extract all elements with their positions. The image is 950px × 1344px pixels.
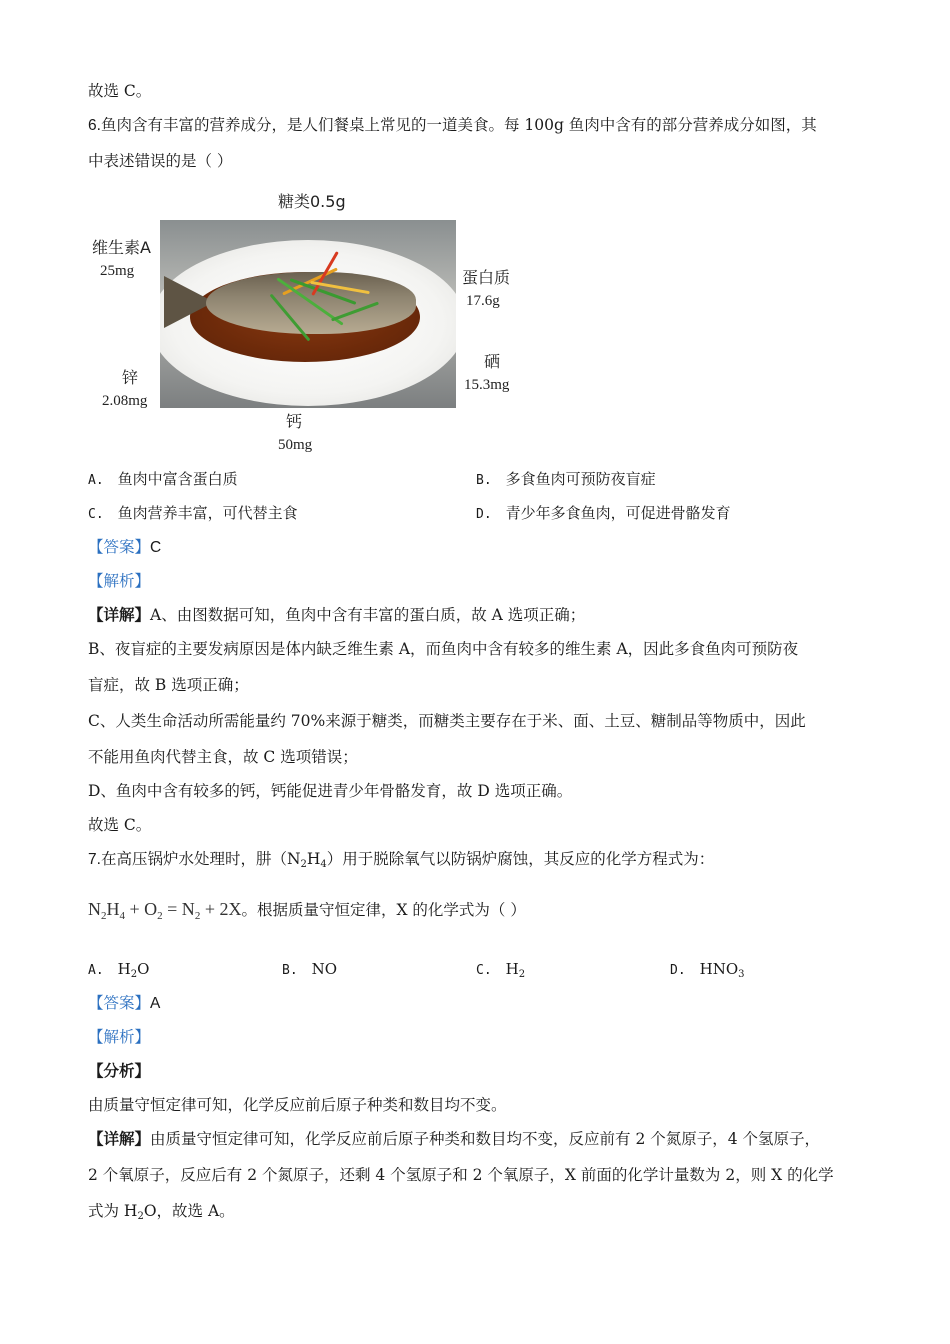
q6-detail-tag: 【详解】 xyxy=(88,605,151,624)
q7-detail-3 xyxy=(88,1200,235,1222)
q7-option-a[interactable] xyxy=(88,958,149,982)
q6-option-d-text: 青少年多食鱼肉，可促进骨骼发育 xyxy=(505,504,731,522)
q7-text-b: H xyxy=(306,850,321,868)
q7-detail-3-b: O，故选 A。 xyxy=(143,1202,235,1220)
value-zinc: 2.08mg xyxy=(102,393,148,409)
q6-detail-c-1: C、人类生命活动所需能量约 70%来源于糖类，而糖类主要存在于米、面、土豆、糖制品等物质中，因此 xyxy=(88,712,806,730)
q7-option-a-text: O xyxy=(137,960,150,978)
question-6-number: 6. xyxy=(88,117,101,134)
q6-detail-b-1: B、夜盲症的主要发病原因是体内缺乏维生素 A，而鱼肉中含有较多的维生素 A，因此多食鱼肉可预防夜 xyxy=(88,640,799,658)
eq-sub: 2 xyxy=(157,910,163,922)
q6-option-c-text: 鱼肉营养丰富，可代替主食 xyxy=(117,504,298,522)
q7-detail-3-a: 式为 H xyxy=(88,1202,138,1220)
q6-answer-value: C xyxy=(150,539,162,556)
label-calcium: 钙 xyxy=(286,412,303,431)
q7-detail-2: 2 个氧原子，反应后有 2 个氮原子，还剩 4 个氢原子和 2 个氧原子，X 前面的化学计量数为 2，则 X 的化学 xyxy=(88,1166,834,1184)
eq-sub: 2 xyxy=(194,910,201,922)
q7-answer-tag: 【答案】 xyxy=(88,994,151,1012)
eq-n: N xyxy=(88,899,101,919)
steamed-fish-photo xyxy=(160,220,456,408)
q6-detail-a xyxy=(88,604,585,626)
q7-option-c[interactable] xyxy=(476,958,525,982)
q6-answer xyxy=(88,536,161,559)
q6-option-b-letter: B. xyxy=(476,473,492,488)
q6-detail-b-2: 盲症，故 B 选项正确； xyxy=(88,676,249,694)
question-7-number: 7. xyxy=(88,851,101,868)
q7-answer xyxy=(88,992,160,1015)
q6-option-b-text: 多食鱼肉可预防夜盲症 xyxy=(505,470,656,488)
question-6-text-1: 鱼肉含有丰富的营养成分，是人们餐桌上常见的一道美食。每 100g 鱼肉中含有的部分营养成分如图，其 xyxy=(100,116,817,134)
q7-detail-tag: 【详解】 xyxy=(88,1129,151,1148)
q7-detail-3-sub: 2 xyxy=(137,1211,144,1222)
q7-option-a-sub: 2 xyxy=(130,969,138,980)
q7-question-tail: 。根据质量守恒定律，X 的化学式为（ ） xyxy=(241,901,526,919)
q6-detail-d: D、鱼肉中含有较多的钙，钙能促进青少年骨骼发育，故 D 选项正确。 xyxy=(88,782,573,800)
q7-option-a-letter: A. xyxy=(88,963,104,978)
label-vitamin-a: 维生素A xyxy=(92,238,151,257)
q7-analysis-text: 由质量守恒定律可知，化学反应前后原子种类和数目均不变。 xyxy=(88,1096,507,1114)
q6-conclusion: 故选 C。 xyxy=(88,816,152,834)
q6-option-d-letter: D. xyxy=(476,507,492,522)
q6-analysis-tag: 【解析】 xyxy=(88,572,151,590)
q6-option-a-letter: A. xyxy=(88,473,104,488)
value-calcium: 50mg xyxy=(278,437,313,453)
chemical-equation xyxy=(88,898,526,920)
q7-option-c-sub: 2 xyxy=(518,969,526,980)
eq-sub: 4 xyxy=(119,910,125,922)
q6-option-d[interactable] xyxy=(476,502,731,526)
q7-option-b-letter: B. xyxy=(282,963,298,978)
q7-analysis-subtag: 【分析】 xyxy=(88,1061,151,1080)
label-zinc: 锌 xyxy=(122,368,139,387)
q7-text-a: 在高压锅炉水处理时，肼（N xyxy=(100,850,301,868)
q7-answer-value: A xyxy=(150,995,161,1012)
q7-analysis-tag: 【解析】 xyxy=(88,1028,151,1046)
fish-nutrition-figure xyxy=(88,186,528,456)
q7-sub: 4 xyxy=(320,859,327,870)
eq-sub: 2 xyxy=(101,910,107,922)
question-6-stem-line-2: 中表述错误的是（ ） xyxy=(88,152,233,170)
q7-option-c-letter: C. xyxy=(476,963,492,978)
q7-detail-1-text: 由质量守恒定律可知，化学反应前后原子种类和数目均不变，反应前有 2 个氮原子，4 个氢原子， xyxy=(150,1130,821,1148)
value-selenium: 15.3mg xyxy=(464,377,510,393)
q7-option-c-text: H xyxy=(505,960,519,978)
eq-h: H xyxy=(106,899,120,919)
q6-option-c[interactable] xyxy=(88,502,298,526)
label-carbohydrate: 糖类0.5g xyxy=(278,192,346,211)
question-7-stem xyxy=(88,848,714,871)
q6-option-c-letter: C. xyxy=(88,507,104,522)
q6-option-a-text: 鱼肉中富含蛋白质 xyxy=(117,470,238,488)
q7-option-b[interactable] xyxy=(282,958,337,982)
q6-option-a[interactable] xyxy=(88,468,238,492)
q6-answer-tag: 【答案】 xyxy=(88,538,151,556)
q7-detail-1 xyxy=(88,1128,820,1150)
q6-detail-c-2: 不能用鱼肉代替主食，故 C 选项错误； xyxy=(88,748,358,766)
q7-sub: 2 xyxy=(300,859,307,870)
label-protein: 蛋白质 xyxy=(462,268,511,287)
previous-conclusion: 故选 C。 xyxy=(88,82,152,100)
eq-equals-n: = N xyxy=(167,899,195,919)
eq-2x: + 2X xyxy=(204,899,242,919)
value-protein: 17.6g xyxy=(466,293,500,309)
value-vitamin-a: 25mg xyxy=(100,263,135,279)
q7-option-a-text: H xyxy=(117,960,131,978)
q7-option-d-text: HNO xyxy=(699,960,739,978)
q7-option-d-letter: D. xyxy=(670,963,686,978)
q6-option-b[interactable] xyxy=(476,468,656,492)
q7-option-d[interactable] xyxy=(670,958,745,982)
q7-option-d-sub: 3 xyxy=(738,969,745,980)
label-selenium: 硒 xyxy=(484,352,501,371)
q7-option-b-text: NO xyxy=(311,960,338,978)
q6-detail-a-text: A、由图数据可知，鱼肉中含有丰富的蛋白质，故 A 选项正确； xyxy=(150,606,586,624)
q7-text-c: ）用于脱除氧气以防锅炉腐蚀，其反应的化学方程式为： xyxy=(326,850,715,868)
eq-o: + O xyxy=(129,899,158,919)
question-6-stem-line-1 xyxy=(88,114,817,137)
